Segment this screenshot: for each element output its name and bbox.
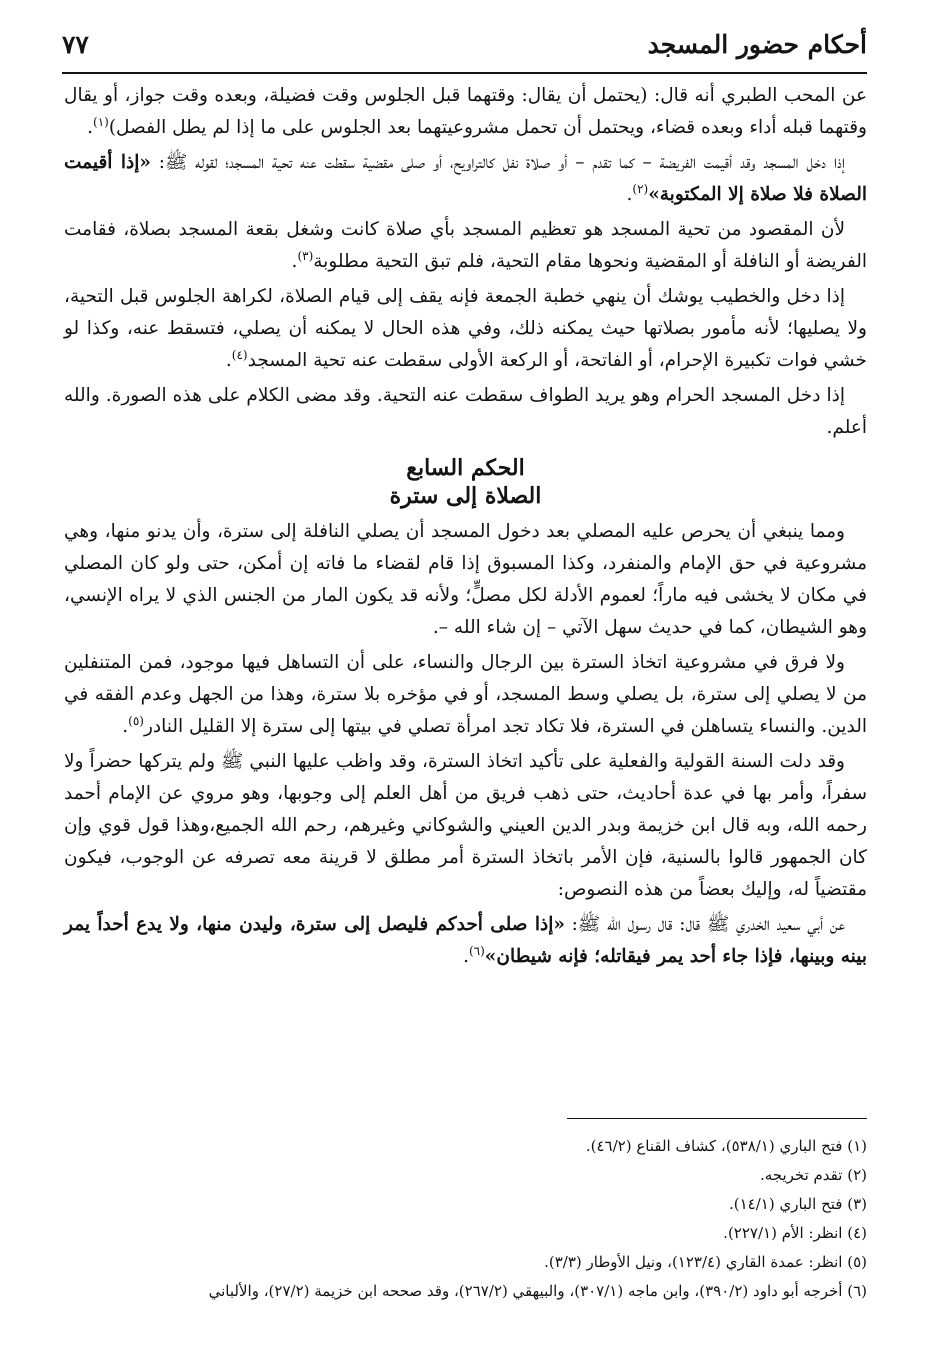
paragraph-8 [64,746,867,906]
paragraph-text: ومما ينبغي أن يحرص عليه المصلي بعد دخول المسجد أن يصلي النافلة إلى سترة، وأن يدنو منها، وهي مشروعية في حق الإمام والمنفرد، وكذا المسبوق إذا قام لقضاء ما فاته إن أمكن، حتى ولو كان المصلي في مكان لا يخشى فيه ماراً؛ لعموم الأدلة لكل مصلٍّ؛ ولأنه قد يكون المار من الجنس الذي لا يراه الإنسي، وهو الشيطان، كما في حديث سهل الآتي – إن شاء الله –. [64,521,867,638]
footnote-2: (٢) تقدم تخريجه. [759,1166,867,1184]
hadith-quote: «إذا صلى أحدكم فليصل إلى سترة، وليدن منها، ولا يدع أحداً يمر بينه وبينها، فإذا جاء أحد يمر فيقاتله؛ فإنه شيطان» [64,914,867,967]
paragraph-7 [64,647,867,743]
page-header [62,28,867,74]
paragraph-text: عن أبي سعيد الخدري ﷺ قال: قال رسول الله ﷺ: [564,914,845,935]
paragraph-end: . [122,716,129,737]
footnote-ref-2: (٢) [632,181,649,196]
footnote-ref-1: (١) [93,114,109,129]
paragraph-5 [64,380,867,444]
paragraph-6 [64,516,867,644]
paragraph-text: إذا دخل والخطيب يوشك أن ينهي خطبة الجمعة فإنه يقف إلى قيام الصلاة، لكراهة الجلوس قبل التحية، ولا يصليها؛ لأنه مأمور بصلاتها حيث يمكنه ذلك، وفي هذه الحال لا يمكنه أن يصلي، فتسقط عنه، وكذا لو خشي فوات تكبيرة الإحرام، أو الفاتحة، أو الركعة الأولى سقطت عنه تحية المسجد [64,286,867,371]
paragraph-text: وقد دلت السنة القولية والفعلية على تأكيد اتخاذ السترة، وقد واظب عليها النبي ﷺ ولم يتركها حضراً ولا سفراً، وأمر بها في عدة أحاديث، حتى ذهب فريق من أهل العلم إلى وجوبها، وهو مروي عن الإمام أحمد رحمه الله، وبه قال ابن خزيمة وبدر الدين العيني والشوكاني وغيرهم، رحم الله الجميع،وهذا قول قوي وإن كان الجمهور قالوا بالسنية، فإن الأمر باتخاذ السترة أمر مطلق لا قرينة معه تصرفه عن الوجوب، فيكون مقتضياً له، وإليك بعضاً من هذه النصوص: [64,751,867,900]
paragraph-text: لأن المقصود من تحية المسجد هو تعظيم المسجد بأي صلاة كانت وشغل بقعة المسجد بصلاة، فقامت الفريضة أو النافلة أو المقضية ونحوها مقام التحية، فلم تبق التحية مطلوبة [64,219,867,272]
footnote-6: (٦) أخرجه أبو داود (٣٩٠/٢)، وابن ماجه (٣٠٧/١)، والبيهقي (٢٦٧/٢)، وقد صححه ابن خزيمة (٢٧/٢)، والألباني [208,1282,867,1300]
main-text [64,80,867,976]
paragraph-end: . [87,117,93,138]
paragraph-4 [64,281,867,377]
hadith-quote: «إذا أقيمت الصلاة فلا صلاة إلا المكتوبة» [64,152,867,205]
footnote-ref-5: (٥) [128,713,144,728]
running-title: أحكام حضور المسجد [647,30,867,59]
paragraph-end: . [463,946,469,967]
footnote-ref-6: (٦) [468,943,485,958]
section-heading-line-1: الحكم السابع [406,455,525,481]
paragraph-3 [64,214,867,278]
paragraph-text: إذا دخل المسجد الحرام وهو يريد الطواف سقطت عنه التحية. وقد مضى الكلام على هذه الصورة. والله أعلم. [64,385,867,438]
footnote-ref-4: (٤) [231,347,248,362]
footnotes [64,1132,867,1306]
page-number: ٧٧ [62,30,89,59]
paragraph-2 [64,147,867,211]
section-heading [64,454,867,510]
footnote-ref-3: (٣) [297,248,314,263]
paragraph-end: . [225,350,232,371]
footnote-divider [567,1118,867,1119]
section-heading-line-2: الصلاة إلى سترة [389,483,542,509]
paragraph-text: ولا فرق في مشروعية اتخاذ السترة بين الرجال والنساء، على أن التساهل فيها موجود، فمن المتنفلين من لا يصلي إلى سترة، بل يصلي وسط المسجد، أو في مؤخره بلا سترة، وهذا من الجهل وعدم الفقه في الدين. والنساء يتساهلن في السترة، فلا تكاد تجد امرأة تصلي في بيتها إلى سترة إلا القليل النادر [64,652,867,737]
paragraph-end: . [291,251,298,272]
footnote-1: (١) فتح الباري (٥٣٨/١)، كشاف القناع (٤٦/٢). [585,1137,867,1155]
paragraph-9 [64,909,867,973]
paragraph-1 [64,80,867,144]
footnote-4: (٤) انظر: الأم (٢٢٧/١). [723,1224,867,1242]
paragraph-end: . [626,184,633,205]
paragraph-text: إذا دخل المسجد وقد أقيمت الفريضة – كما تقدم – أو صلاة نفل كالتراويح، أو صلى مقضية سقطت عنه تحية المسجد؛ لقوله ﷺ: [150,152,845,173]
paragraph-text: عن المحب الطبري أنه قال: (يحتمل أن يقال: وقتهما قبل الجلوس وقت فضيلة، وبعده وقت جواز، أو يقال وقتهما قبله أداء وبعده قضاء، ويحتمل أن تحمل مشروعيتهما بعد الجلوس على ما إذا لم يطل الفصل) [64,85,867,138]
footnote-5: (٥) انظر: عمدة القاري (١٢٣/٤)، ونيل الأوطار (٣/٣). [544,1253,867,1271]
footnote-3: (٣) فتح الباري (١٤/١). [729,1195,867,1213]
